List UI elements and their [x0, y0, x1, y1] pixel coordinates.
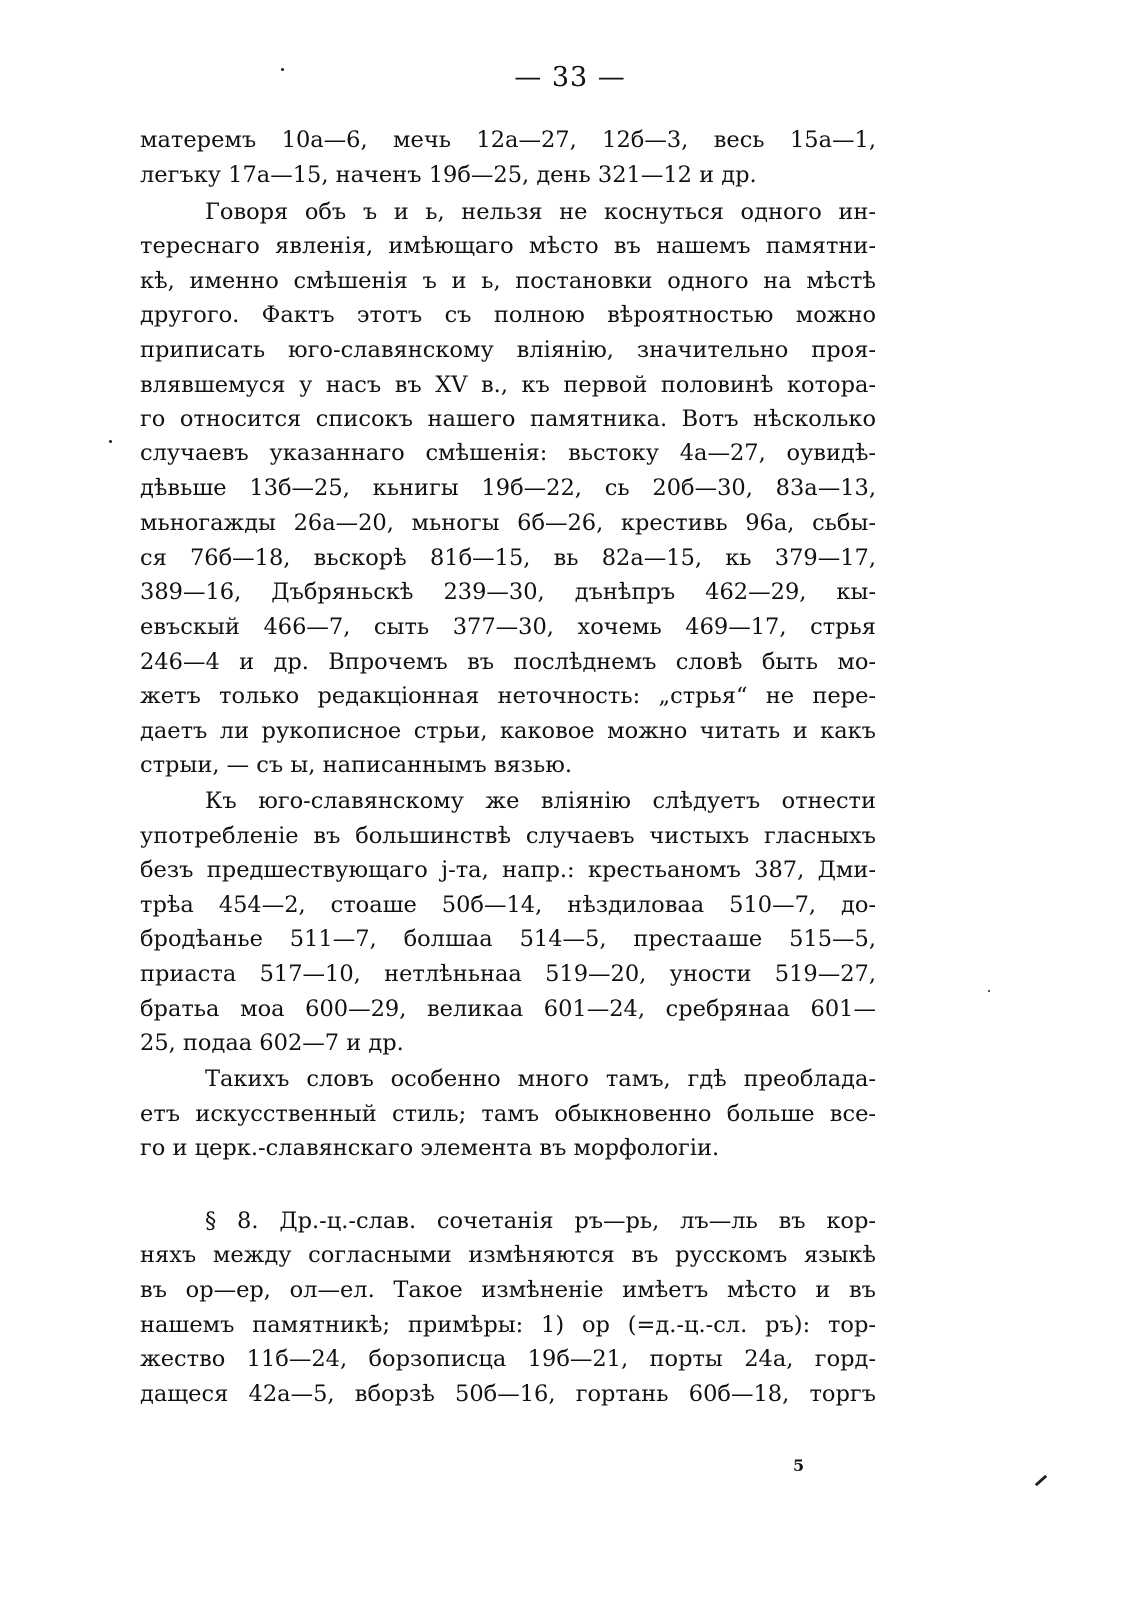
print-speck: [281, 68, 284, 71]
text-line: мьногажды 26а—20, мьногы 6б—26, крестивь 96а, сьбы-: [140, 510, 876, 536]
text-line: кѣ, именно смѣшенія ъ и ь, постановки одного на мѣстѣ: [140, 268, 876, 294]
text-line: 389—16, Дъбряньскѣ 239—30, дънѣпръ 462—29, кы-: [140, 579, 876, 605]
text-line: безъ предшествующаго j-та, напр.: крестьаномъ 387, Дми-: [140, 857, 876, 883]
page-number: — 33 —: [514, 62, 626, 93]
text-line: ся 76б—18, вьскорѣ 81б—15, вь 82а—15, кь 379—17,: [140, 545, 876, 571]
text-line: въ ор—ер, ол—ел. Такое измѣненіе имѣетъ мѣсто и въ: [140, 1277, 876, 1303]
text-line: влявшемуся у насъ въ XV в., къ первой половинѣ котора-: [140, 372, 876, 398]
print-speck: [109, 440, 112, 443]
text-line: братьа моа 600—29, великаа 601—24, сребрянаа 601—: [140, 996, 876, 1022]
text-line: приписать юго-славянскому вліянію, значительно проя-: [140, 337, 876, 363]
text-line: приаста 517—10, нетлѣньнаа 519—20, уности 519—27,: [140, 961, 876, 987]
text-line: 246—4 и др. Впрочемъ въ послѣднемъ словѣ быть мо-: [140, 649, 876, 675]
text-line: го относится списокъ нашего памятника. Вотъ нѣсколько: [140, 406, 876, 432]
signature-mark: 5: [793, 1456, 805, 1475]
section-heading-line: § 8. Др.-ц.-слав. сочетанія ръ—рь, лъ—ль въ кор-: [205, 1208, 876, 1234]
text-line: няхъ между согласными измѣняются въ русскомъ языкѣ: [140, 1242, 876, 1268]
text-line: жетъ только редакціонная неточность: „стрья“ не пере-: [140, 683, 876, 709]
text-line: употребленіе въ большинствѣ случаевъ чистыхъ гласныхъ: [140, 823, 876, 849]
text-line: дѣвьше 13б—25, кьнигы 19б—22, сь 20б—30, 83а—13,: [140, 475, 876, 501]
text-line: дащеся 42а—5, вборзѣ 50б—16, гортань 60б—18, торгъ: [140, 1381, 876, 1407]
text-line: легъку 17а—15, наченъ 19б—25, день 321—12 и др.: [140, 162, 757, 188]
text-line: стрыи, — съ ы, написаннымъ вязью.: [140, 752, 573, 778]
text-line: даетъ ли рукописное стрьи, каковое можно читать и какъ: [140, 718, 876, 744]
text-line: го и церк.-славянскаго элемента въ морфологіи.: [140, 1135, 720, 1161]
text-line: Такихъ словъ особенно много тамъ, гдѣ преоблада-: [205, 1066, 876, 1092]
print-speck: [1035, 1475, 1047, 1487]
text-line: бродѣанье 511—7, болшаа 514—5, престааше 515—5,: [140, 926, 876, 952]
text-line: нашемъ памятникѣ; примѣры: 1) ор (=д.-ц.-сл. ръ): тор-: [140, 1312, 876, 1338]
text-line: матеремъ 10а—6, мечь 12а—27, 12б—3, весь 15а—1,: [140, 127, 876, 153]
text-line: жество 11б—24, борзописца 19б—21, порты 24а, горд-: [140, 1346, 876, 1372]
text-line: Говоря объ ъ и ь, нельзя не коснуться одного ин-: [205, 199, 876, 225]
text-line: трѣа 454—2, стоаше 50б—14, нѣздиловаа 510—7, до-: [140, 892, 876, 918]
text-line: случаевъ указаннаго смѣшенія: вьстоку 4а—27, оувидѣ-: [140, 440, 876, 466]
text-line: тереснаго явленія, имѣющаго мѣсто въ нашемъ памятни-: [140, 233, 876, 259]
text-line: етъ искусственный стиль; тамъ обыкновенно больше все-: [140, 1101, 876, 1127]
text-line: другого. Фактъ этотъ съ полною вѣроятностью можно: [140, 302, 876, 328]
text-line: Къ юго-славянскому же вліянію слѣдуетъ отнести: [205, 788, 876, 814]
print-speck: [988, 990, 990, 992]
text-line: евъскый 466—7, сыть 377—30, хочемь 469—17, стрья: [140, 614, 876, 640]
text-line: 25, подаа 602—7 и др.: [140, 1030, 404, 1056]
